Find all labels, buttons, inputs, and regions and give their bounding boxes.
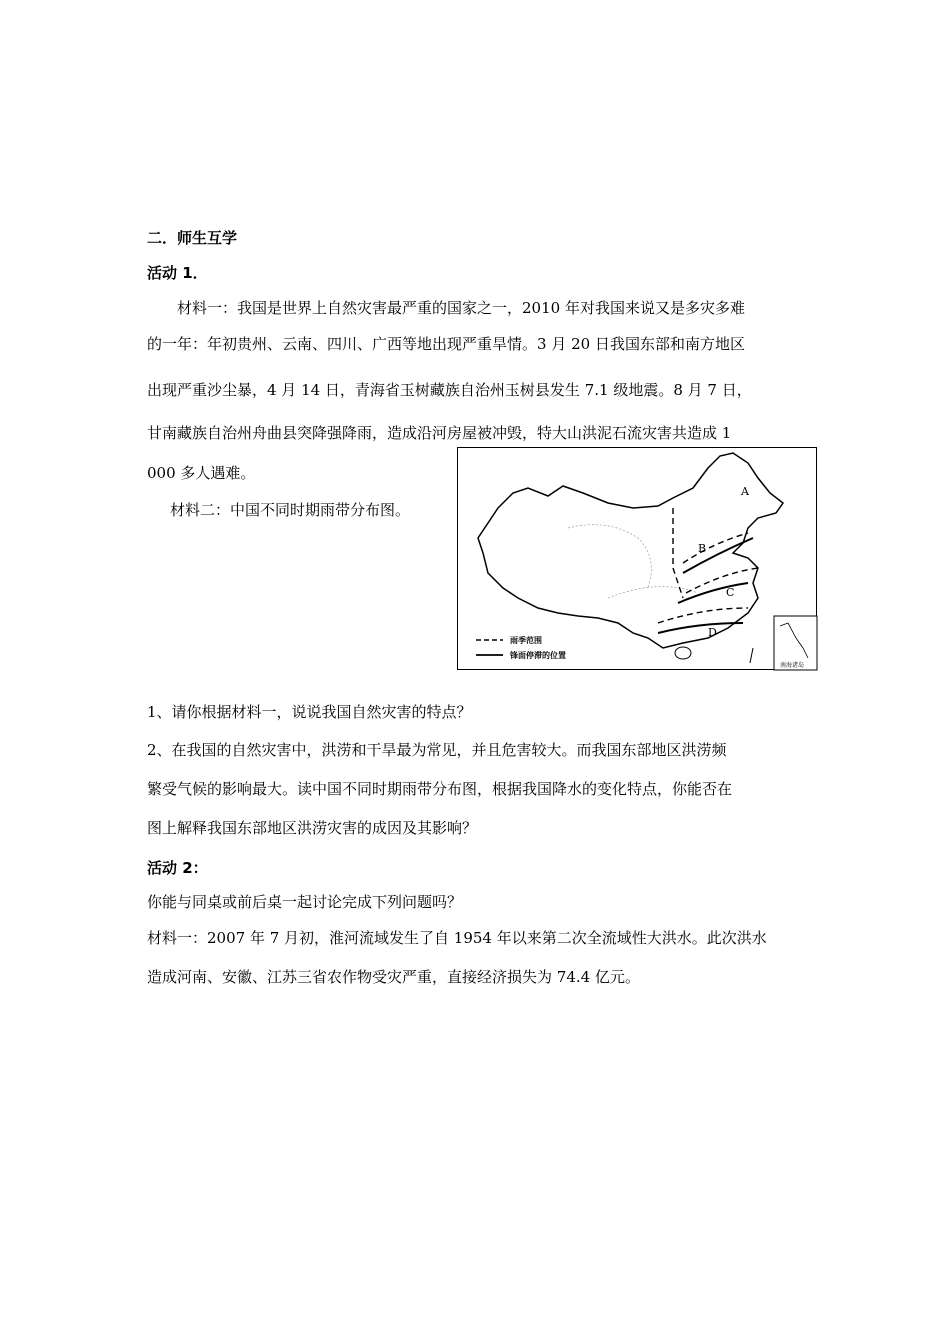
material1-line: 出现严重沙尘暴，4 月 14 日，青海省玉树藏族自治州玉树县发生 7.1 级地震。8 月 7 日， [147, 381, 752, 399]
rainbelt-map [457, 447, 817, 670]
activity2-material-line: 材料一：2007 年 7 月初，淮河流域发生了自 1954 年以来第二次全流域性大洪水。此次洪水 [147, 929, 767, 947]
front-line [658, 623, 743, 633]
activity2-title: 活动 2： [147, 859, 208, 877]
material2-caption: 材料二：中国不同时期雨带分布图。 [170, 501, 411, 519]
section-heading: 二．师生互学 [147, 229, 238, 247]
activity2-material-line: 造成河南、安徽、江苏三省农作物受灾严重，直接经济损失为 74.4 亿元。 [147, 968, 640, 986]
question-1: 1、请你根据材料一，说说我国自然灾害的特点？ [147, 703, 472, 721]
map-label-b: B [698, 542, 707, 555]
hainan-island [675, 647, 691, 659]
material1-line: 材料一：我国是世界上自然灾害最严重的国家之一，2010 年对我国来说又是多灾多难 [177, 299, 745, 317]
question-2-line: 2、在我国的自然灾害中，洪涝和干旱最为常见，并且危害较大。而我国东部地区洪涝频 [147, 741, 727, 759]
rain-season-boundary [673, 508, 683, 598]
map-label-c: C [726, 586, 735, 599]
activity2-intro: 你能与同桌或前后桌一起讨论完成下列问题吗？ [147, 893, 463, 911]
china-outline [478, 453, 783, 648]
legend-rain-season: 雨季范围 [510, 636, 542, 645]
china-map-drawing [458, 448, 818, 671]
material1-line: 的一年：年初贵州、云南、四川、广西等地出现严重旱情。3 月 20 日我国东部和南方地区 [147, 335, 745, 353]
activity1-title: 活动 1． [147, 264, 208, 282]
province-border [568, 525, 651, 588]
south-sea-mark [750, 648, 753, 663]
rain-season-boundary [658, 608, 748, 623]
material1-line: 甘南藏族自治州舟曲县突降强降雨，造成沿河房屋被冲毁，特大山洪泥石流灾害共造成 1 [147, 424, 732, 442]
question-2-line: 繁受气候的影响最大。读中国不同时期雨带分布图，根据我国降水的变化特点，你能否在 [147, 780, 733, 798]
legend-front-position: 锋面停滞的位置 [510, 651, 566, 660]
map-label-d: D [708, 626, 717, 639]
rain-season-boundary [686, 568, 758, 593]
map-label-a: A [741, 485, 749, 498]
material1-line: 000 多人遇难。 [147, 464, 256, 482]
province-border [608, 587, 698, 598]
front-line [678, 583, 748, 603]
question-2-line: 图上解释我国东部地区洪涝灾害的成因及其影响？ [147, 819, 478, 837]
inset-label: 南海诸岛 [780, 662, 805, 669]
